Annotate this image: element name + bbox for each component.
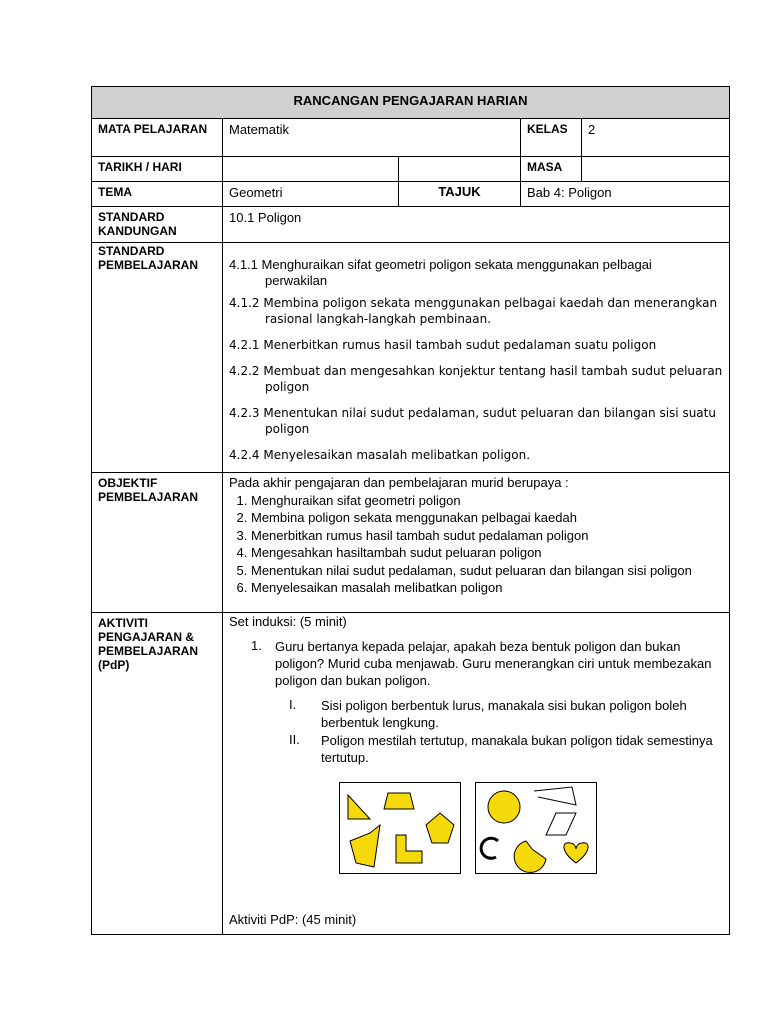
sp-item	[229, 257, 723, 289]
objektif-item: 3. Menerbitkan rumus hasil tambah sudut pedalaman poligon	[251, 527, 723, 545]
value-mata-pelajaran: Matematik	[223, 119, 521, 157]
shapes-illustration	[339, 782, 723, 874]
lesson-plan-table	[91, 86, 730, 935]
objektif-item: 4. Mengesahkan hasiltambah sudut peluaran poligon	[251, 544, 723, 562]
label-tarikh-hari: TARIKH / HARI	[92, 157, 223, 182]
sp-text-cont: perwakilan	[265, 273, 328, 288]
sp-text: Menghuraikan sifat geometri poligon sekata menggunakan pelbagai	[261, 257, 652, 272]
aktiviti-pdp: Aktiviti PdP: (45 minit)	[229, 912, 357, 927]
value-standard-kandungan: 10.1 Poligon	[223, 207, 730, 243]
aktiviti-cell	[223, 613, 730, 935]
objektif-list	[229, 492, 723, 597]
sub-number: II.	[289, 732, 300, 747]
sp-text-cont: rasional langkah-langkah pembinaan.	[265, 312, 492, 326]
sub-item	[275, 697, 723, 731]
sub-text: Poligon mestilah tertutup, manakala bukan poligon tidak semestinya tertutup.	[321, 733, 713, 765]
sub-text: Sisi poligon berbentuk lurus, manakala sisi bukan poligon boleh berbentuk lengkung.	[321, 698, 687, 730]
label-kelas: KELAS	[521, 119, 582, 157]
value-masa	[582, 157, 730, 182]
sp-num: 4.1.2	[229, 296, 260, 310]
label-standard-kandungan: STANDARD KANDUNGAN	[92, 207, 223, 243]
label-tema: TEMA	[92, 182, 223, 207]
sp-text: Menyelesaikan masalah melibatkan poligon.	[263, 448, 531, 462]
set-induksi: Set induksi: (5 minit)	[229, 614, 347, 629]
value-tarikh-hari-2	[399, 157, 521, 182]
label-mata-pelajaran: MATA PELAJARAN	[92, 119, 223, 157]
sub-item	[275, 732, 723, 766]
step-text: Guru bertanya kepada pelajar, apakah beza bentuk poligon dan bukan poligon? Murid cuba menjawab. Guru menerangkan ciri untuk membezakan poligon dan bukan poligon.	[275, 639, 712, 688]
sp-num: 4.1.1	[229, 257, 258, 272]
label-aktiviti: AKTIVITI PENGAJARAN & PEMBELAJARAN (PdP)	[92, 613, 223, 935]
label-masa: MASA	[521, 157, 582, 182]
objektif-item: 1. Menghuraikan sifat geometri poligon	[251, 492, 723, 510]
label-standard-pembelajaran: STANDARD PEMBELAJARAN	[92, 243, 223, 473]
sp-text-cont: poligon	[265, 380, 310, 394]
sub-number: I.	[289, 697, 297, 712]
sp-item	[229, 363, 723, 395]
label-objektif: OBJEKTIF PEMBELAJARAN	[92, 473, 223, 613]
sp-num: 4.2.2	[229, 364, 260, 378]
sp-item	[229, 295, 723, 327]
objektif-item: 2. Membina poligon sekata menggunakan pelbagai kaedah	[251, 509, 723, 527]
objektif-intro: Pada akhir pengajaran dan pembelajaran murid berupaya :	[229, 475, 569, 490]
value-tarikh-hari	[223, 157, 399, 182]
value-tajuk: Bab 4: Poligon	[521, 182, 730, 207]
sp-text-cont: poligon	[265, 422, 310, 436]
non-polygon-shapes-image	[475, 782, 597, 874]
sp-num: 4.2.1	[229, 338, 260, 352]
sp-text: Menerbitkan rumus hasil tambah sudut pedalaman suatu poligon	[263, 338, 657, 352]
sp-text: Membina poligon sekata menggunakan pelbagai kaedah dan menerangkan	[263, 296, 718, 310]
aktiviti-step	[251, 638, 723, 689]
objektif-item: 5. Menentukan nilai sudut pedalaman, sudut peluaran dan bilangan sisi poligon	[251, 562, 723, 580]
sp-item	[229, 337, 723, 353]
standard-pembelajaran-list	[223, 243, 730, 473]
label-tajuk: TAJUK	[399, 182, 521, 207]
objektif-item: 6. Menyelesaikan masalah melibatkan poligon	[251, 579, 723, 597]
sp-item	[229, 447, 723, 463]
sp-num: 4.2.4	[229, 448, 260, 462]
polygon-shapes-image	[339, 782, 461, 874]
sp-num: 4.2.3	[229, 406, 260, 420]
sp-text: Membuat dan mengesahkan konjektur tentang hasil tambah sudut peluaran	[263, 364, 723, 378]
page-title: RANCANGAN PENGAJARAN HARIAN	[92, 87, 730, 119]
sp-item	[229, 405, 723, 437]
value-kelas: 2	[582, 119, 730, 157]
sp-text: Menentukan nilai sudut pedalaman, sudut peluaran dan bilangan sisi suatu	[263, 406, 716, 420]
step-number: 1.	[251, 638, 262, 653]
objektif-cell	[223, 473, 730, 613]
value-tema: Geometri	[223, 182, 399, 207]
